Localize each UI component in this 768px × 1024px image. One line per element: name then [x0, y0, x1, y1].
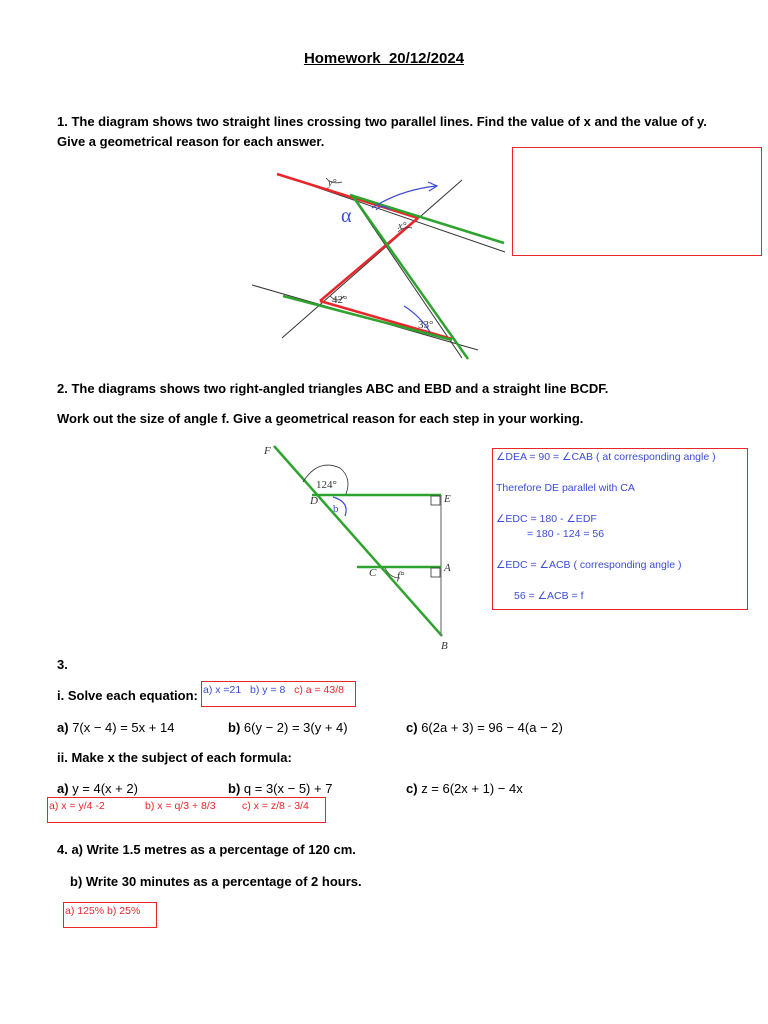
q2-answer-line-1: ∠DEA = 90 = ∠CAB ( at corresponding angle ) [496, 451, 716, 463]
q3-eq-c: c) 6(2a + 3) = 96 − 4(a − 2) [406, 720, 563, 735]
q3-formula-a: a) y = 4(x + 2) [57, 781, 138, 796]
q3-number: 3. [57, 657, 68, 672]
q2-answer-line-4: = 180 - 124 = 56 [527, 528, 605, 540]
q3-formula-b: b) q = 3(x − 5) + 7 [228, 781, 333, 796]
q2-label-f-angle: f° [397, 570, 405, 582]
q3-ii-answer-a: a) x = y/4 -2 [49, 800, 105, 812]
q2-diagram [0, 430, 500, 655]
q1-label-y: y° [328, 178, 337, 189]
q3-i-answer-c: c) a = 43/8 [294, 684, 344, 696]
q2-answer-line-3: ∠EDC = 180 - ∠EDF [496, 513, 597, 525]
q3-part-i: i. Solve each equation: [57, 688, 198, 703]
q2-line-2: Work out the size of angle f. Give a geometrical reason for each step in your working. [57, 411, 584, 426]
q4-answer: a) 125% b) 25% [65, 905, 141, 917]
q3-i-answer-a: a) x =21 [203, 684, 242, 696]
q1-label-x: x° [398, 221, 407, 232]
q2-line-1: 2. The diagrams shows two right-angled triangles ABC and EBD and a straight line BCDF. [57, 381, 609, 396]
q2-right-angle-a [431, 568, 440, 577]
q3-part-ii: ii. Make x the subject of each formula: [57, 750, 292, 765]
q1-line-2: Give a geometrical reason for each answer. [57, 134, 325, 149]
q4-line-2: b) Write 30 minutes as a percentage of 2 hours. [70, 874, 362, 889]
q1-line-1: 1. The diagram shows two straight lines crossing two parallel lines. Find the value of x and the value of y. [57, 114, 707, 129]
q2-label-d: D [310, 495, 318, 507]
q3-eq-a: a) 7(x − 4) = 5x + 14 [57, 720, 175, 735]
q2-handwritten-b: b [333, 503, 339, 515]
q1-green-top [350, 195, 504, 243]
q2-answer-line-5: ∠EDC = ∠ACB ( corresponding angle ) [496, 559, 682, 571]
q2-label-b: B [441, 640, 448, 652]
page-title: Homework_20/12/2024 [303, 50, 465, 67]
q2-answer-line-2: Therefore DE parallel with CA [496, 482, 635, 494]
q2-line-bcdf [274, 446, 442, 636]
q1-label-42: 42° [332, 294, 348, 306]
q3-ii-answer-b: b) x = q/3 + 8/3 [145, 800, 216, 812]
q2-label-f-point: F [264, 445, 271, 457]
q3-i-answer-b: b) y = 8 [250, 684, 286, 696]
q3-i-answer [203, 684, 344, 696]
q3-ii-answer-c: c) x = z/8 - 3/4 [242, 800, 309, 812]
q2-answer-line-6: 56 = ∠ACB = f [514, 590, 584, 602]
q2-right-angle-e [431, 496, 440, 505]
q3-eq-b: b) 6(y − 2) = 3(y + 4) [228, 720, 348, 735]
q1-label-33: 33° [418, 319, 434, 331]
q4-line-1: 4. a) Write 1.5 metres as a percentage of 120 cm. [57, 842, 356, 857]
q1-handwritten-a: α [341, 205, 352, 227]
q2-label-c: C [369, 567, 377, 579]
q2-label-a: A [444, 562, 451, 574]
q1-answer-box[interactable] [512, 147, 762, 256]
q3-formula-c: c) z = 6(2x + 1) − 4x [406, 781, 523, 796]
q2-label-e: E [444, 493, 451, 505]
q2-label-124: 124° [316, 479, 337, 491]
